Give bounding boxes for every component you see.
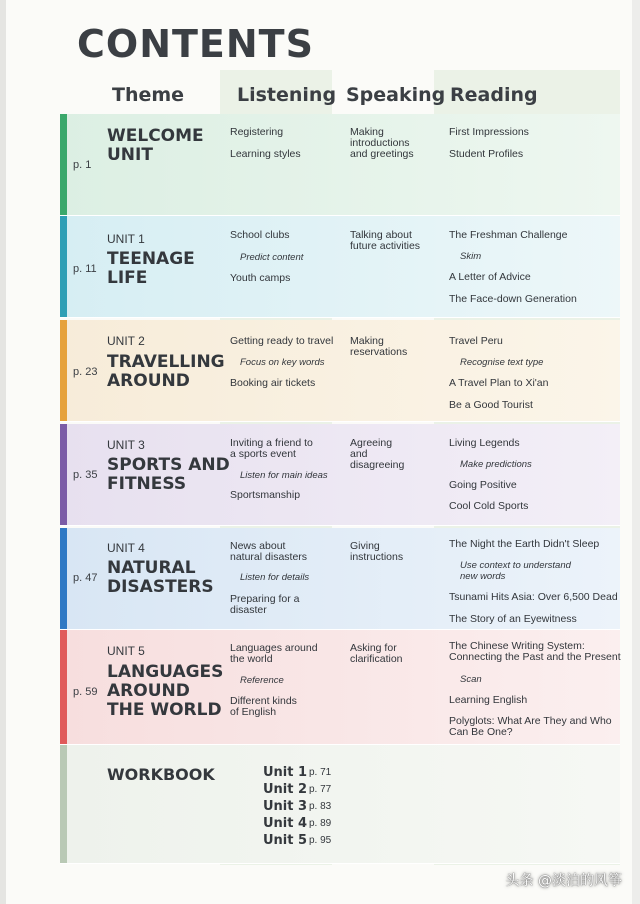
speaking-item: Agreeing and disagreeing: [350, 437, 405, 471]
unit-name-line-2: LIFE: [107, 268, 148, 288]
unit-page-ref: p. 11: [73, 263, 97, 275]
unit-page-ref: p. 23: [73, 366, 98, 378]
unit-row-2: [60, 320, 620, 422]
reading-skill: Scan: [460, 674, 482, 685]
unit-row-5: [60, 630, 620, 745]
unit-page-ref: p. 1: [73, 159, 92, 171]
reading-item: Travel Peru: [449, 335, 503, 347]
column-header-speaking: Speaking: [346, 84, 446, 106]
reading-item: Living Legends: [449, 437, 520, 449]
reading-item: Cool Cold Sports: [449, 500, 529, 512]
unit-color-bar: [60, 114, 67, 215]
reading-item: A Letter of Advice: [449, 271, 531, 283]
unit-color-bar: [60, 424, 67, 525]
unit-name-line-1: LANGUAGES: [107, 662, 224, 682]
column-header-listening: Listening: [237, 84, 337, 106]
unit-name-line-2: AROUND: [107, 371, 190, 391]
workbook-title: WORKBOOK: [107, 765, 215, 784]
reading-item: Tsunami Hits Asia: Over 6,500 Dead: [449, 591, 618, 603]
speaking-item: Making introductions and greetings: [350, 126, 414, 160]
unit-name-line-1: NATURAL: [107, 558, 196, 578]
page-right-edge: [632, 0, 640, 904]
workbook-page: p. 89: [309, 818, 332, 829]
workbook-page: p. 95: [309, 835, 332, 846]
unit-name-line-3: THE WORLD: [107, 700, 222, 720]
speaking-item: Giving instructions: [350, 540, 404, 563]
listening-skill: Listen for details: [240, 572, 310, 583]
listening-item: Inviting a friend to a sports event: [230, 437, 313, 460]
workbook-unit: Unit 4: [263, 816, 308, 831]
column-header-theme: Theme: [112, 84, 185, 106]
unit-color-bar: [60, 745, 67, 863]
unit-page-ref: p. 47: [73, 572, 98, 584]
page-left-edge: [0, 0, 6, 904]
listening-skill: Predict content: [240, 252, 304, 263]
listening-skill: Listen for main ideas: [240, 470, 328, 481]
listening-item: Registering: [230, 126, 284, 138]
watermark-text: 头条 @淡泊的风筝: [505, 873, 622, 889]
unit-number: UNIT 5: [107, 644, 145, 658]
unit-name-line-2: AROUND: [107, 681, 190, 701]
listening-skill: Reference: [240, 675, 284, 686]
unit-name-line-2: FITNESS: [107, 474, 187, 494]
reading-item: The Night the Earth Didn't Sleep: [449, 538, 600, 550]
reading-item: Learning English: [449, 694, 528, 706]
reading-item: First Impressions: [449, 126, 529, 138]
unit-row-1: [60, 216, 620, 318]
unit-color-bar: [60, 320, 67, 421]
unit-name-line-1: TRAVELLING: [107, 352, 225, 372]
reading-skill: Use context to understand new words: [460, 560, 571, 582]
listening-item: Preparing for a disaster: [230, 593, 300, 616]
unit-color-bar: [60, 528, 67, 629]
workbook-row: [60, 745, 620, 864]
listening-item: Learning styles: [230, 148, 301, 160]
unit-page-ref: p. 35: [73, 469, 98, 481]
workbook-unit: Unit 3: [263, 799, 308, 814]
reading-item: Going Positive: [449, 479, 517, 491]
reading-item: A Travel Plan to Xi'an: [449, 377, 549, 389]
listening-item: Youth camps: [230, 272, 291, 284]
reading-item: Polyglots: What Are They and Who Can Be One?: [449, 715, 612, 738]
unit-row-3: [60, 424, 620, 526]
reading-item: Be a Good Tourist: [449, 399, 533, 411]
unit-page-ref: p. 59: [73, 686, 98, 698]
unit-color-bar: [60, 630, 67, 744]
reading-item: The Face-down Generation: [449, 293, 577, 305]
column-header-reading: Reading: [450, 84, 538, 106]
workbook-unit: Unit 2: [263, 782, 308, 797]
unit-name-line-1: WELCOME: [107, 126, 204, 146]
page-title: CONTENTS: [77, 22, 314, 66]
workbook-page: p. 71: [309, 767, 332, 778]
speaking-item: Talking about future activities: [350, 229, 421, 252]
workbook-unit: Unit 5: [263, 833, 308, 848]
unit-name-line-1: TEENAGE: [107, 249, 195, 269]
unit-name-line-1: SPORTS AND: [107, 455, 230, 475]
unit-name-line-2: DISASTERS: [107, 577, 214, 597]
unit-row-4: [60, 528, 620, 630]
reading-item: The Freshman Challenge: [449, 229, 568, 241]
unit-number: UNIT 4: [107, 541, 145, 555]
listening-item: Booking air tickets: [230, 377, 316, 389]
listening-skill: Focus on key words: [240, 357, 325, 368]
unit-color-bar: [60, 216, 67, 317]
reading-item: The Story of an Eyewitness: [449, 613, 577, 625]
listening-item: Different kinds of English: [230, 695, 297, 718]
unit-number: UNIT 2: [107, 334, 145, 348]
unit-number: UNIT 3: [107, 438, 145, 452]
listening-item: School clubs: [230, 229, 290, 241]
reading-item: The Chinese Writing System: Connecting the Past and the Present: [449, 640, 621, 663]
listening-item: Sportsmanship: [230, 489, 301, 501]
reading-skill: Make predictions: [460, 459, 532, 470]
speaking-item: Making reservations: [350, 335, 408, 358]
listening-item: Languages around the world: [230, 642, 318, 665]
listening-item: News about natural disasters: [230, 540, 308, 563]
reading-skill: Recognise text type: [460, 357, 544, 368]
unit-number: UNIT 1: [107, 232, 145, 246]
reading-item: Student Profiles: [449, 148, 524, 160]
workbook-unit: Unit 1: [263, 765, 308, 780]
unit-name-line-2: UNIT: [107, 145, 153, 165]
listening-item: Getting ready to travel: [230, 335, 334, 347]
workbook-page: p. 77: [309, 784, 332, 795]
speaking-item: Asking for clarification: [350, 642, 403, 665]
reading-skill: Skim: [460, 251, 482, 262]
unit-row-welcome: [60, 114, 620, 216]
workbook-page: p. 83: [309, 801, 332, 812]
